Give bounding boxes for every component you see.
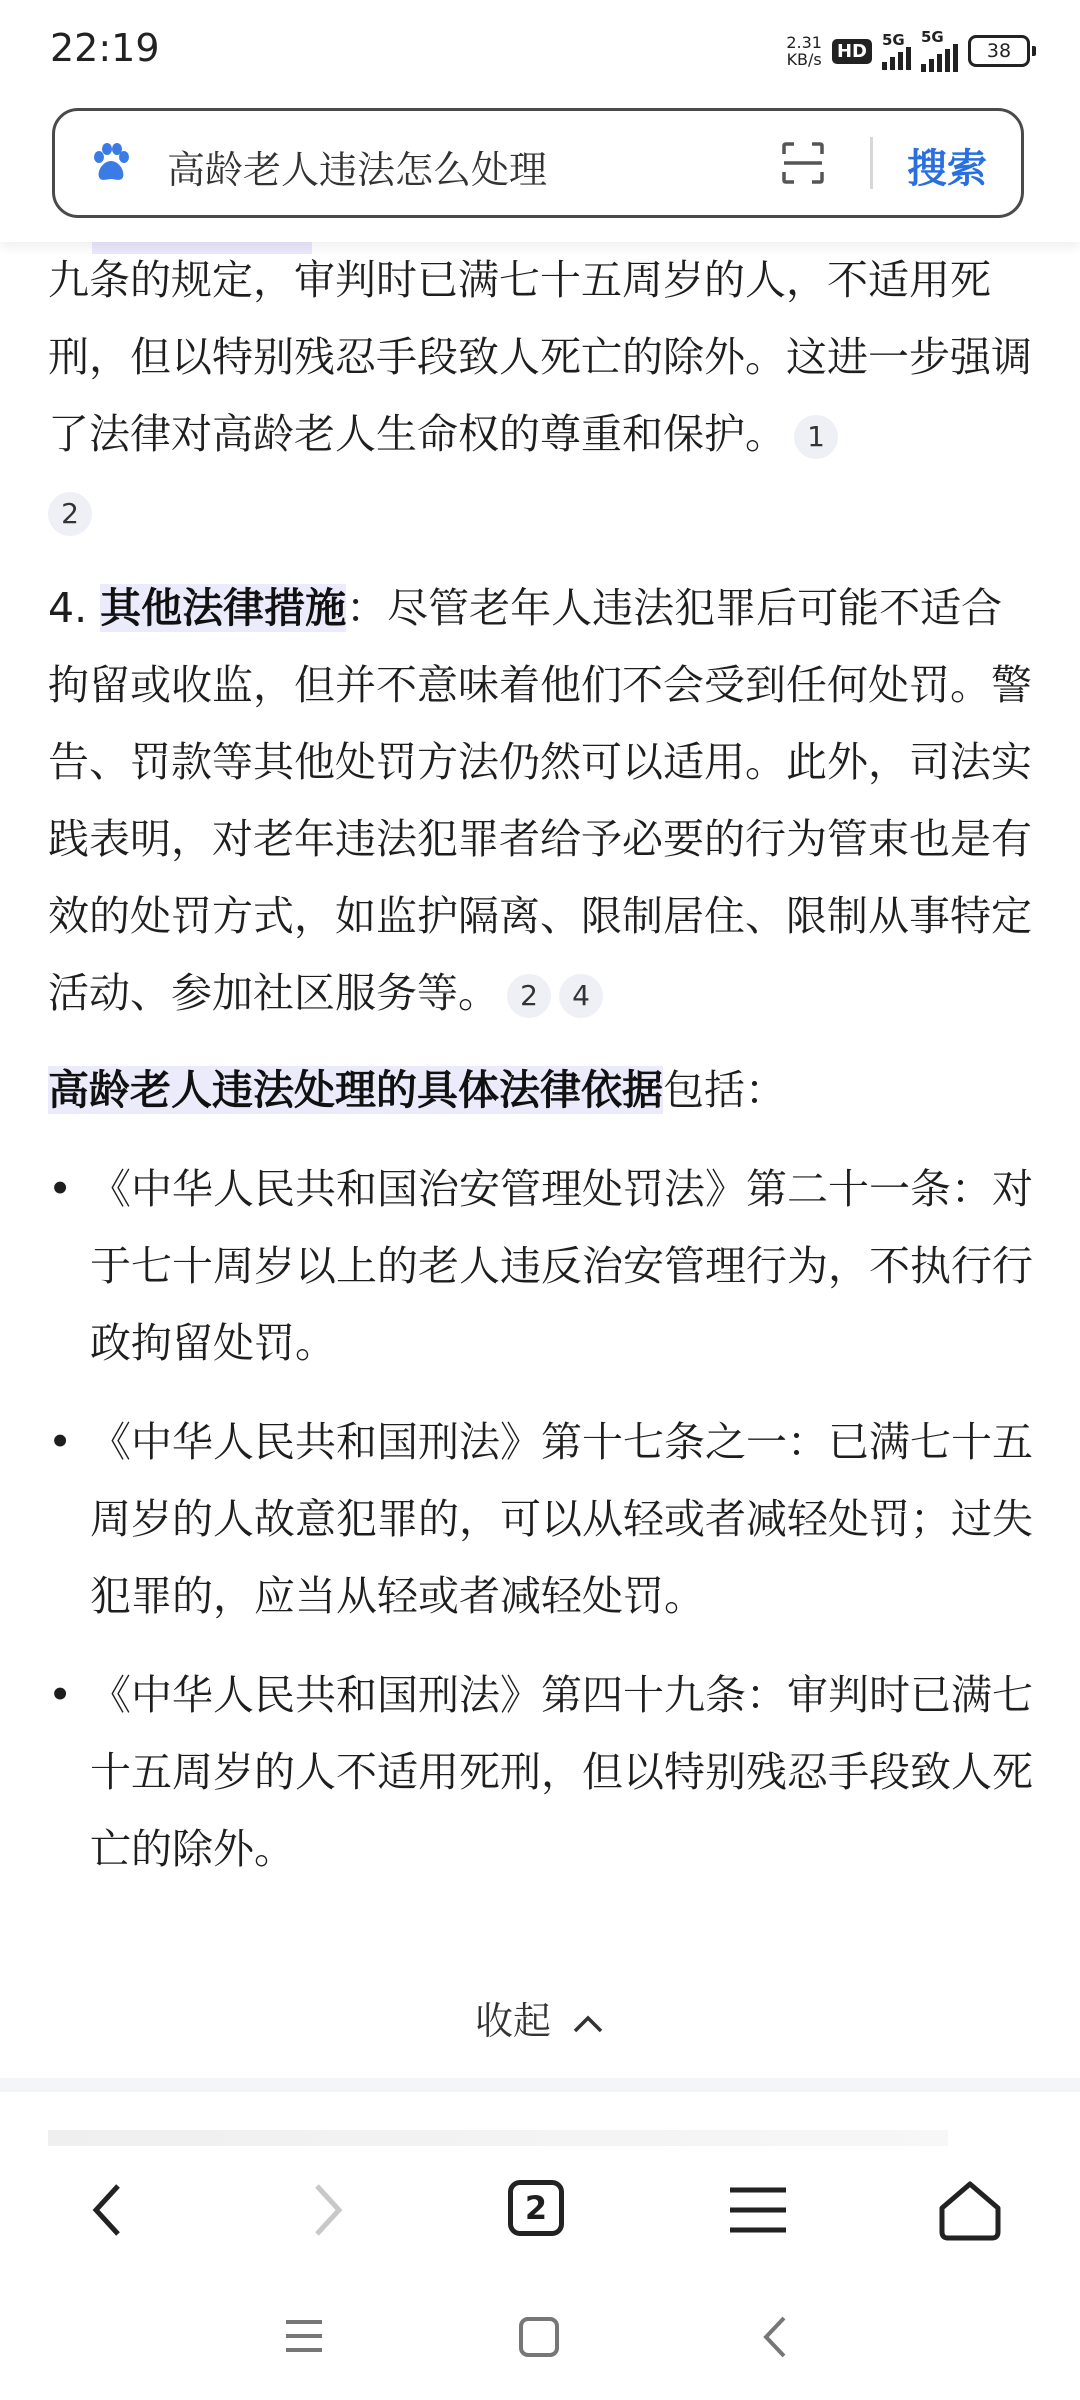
article-content (48, 242, 1038, 1888)
back-icon[interactable] (758, 2314, 792, 2360)
collapse-button[interactable] (0, 1990, 1080, 2045)
network-speed-unit: KB/s (786, 50, 822, 69)
battery-icon (968, 35, 1036, 67)
list-item (48, 1151, 1038, 1382)
chevron-right-icon[interactable] (285, 2178, 365, 2242)
paragraph-4 (48, 570, 1038, 1032)
tabs-button[interactable]: 2 (508, 2180, 564, 2236)
menu-icon[interactable] (718, 2178, 798, 2242)
search-header (0, 100, 1080, 242)
section-separator (0, 2078, 1080, 2092)
citation-badge[interactable]: 2 (48, 492, 92, 536)
chevron-up-icon (571, 2013, 605, 2035)
citation-badge[interactable]: 1 (794, 415, 838, 459)
chevron-left-icon[interactable] (70, 2178, 150, 2242)
list-item (48, 1404, 1038, 1635)
home-icon[interactable] (930, 2178, 1010, 2242)
search-divider (870, 137, 873, 189)
legal-basis-heading: 高龄老人违法处理的具体法律依据 (48, 1066, 663, 1114)
signal-icon-2 (921, 30, 958, 72)
status-time: 22:19 (50, 26, 160, 70)
citation-badge[interactable]: 2 (507, 974, 551, 1018)
hd-badge: HD (832, 39, 872, 64)
collapse-label: 收起 (474, 1999, 551, 2043)
search-input[interactable]: 高龄老人违法怎么处理 (167, 148, 548, 192)
paragraph-3 (48, 242, 1038, 550)
list-item (48, 1657, 1038, 1888)
baidu-paw-icon (89, 141, 133, 185)
network-speed-value: 2.31 (786, 33, 822, 52)
signal-label: 5G (882, 30, 905, 49)
legal-basis-suffix: 包括： (663, 1066, 786, 1114)
bullet-marker: • (48, 1671, 73, 1719)
bullet-marker: • (48, 1418, 73, 1466)
citation-badge[interactable]: 4 (559, 974, 603, 1018)
next-result-preview (48, 2130, 948, 2146)
square-icon[interactable] (518, 2316, 560, 2358)
network-speed (786, 34, 822, 68)
system-nav-bar (0, 2280, 1080, 2400)
search-box[interactable] (52, 108, 1024, 218)
status-bar (0, 0, 1080, 100)
list-item-text: 《中华人民共和国刑法》第十七条之一：已满七十五周岁的人故意犯罪的，可以从轻或者减轻处罚；过失犯罪的，应当从轻或者减轻处罚。 (90, 1418, 1033, 1620)
scan-icon[interactable] (781, 141, 825, 185)
legal-basis-intro (48, 1052, 1038, 1129)
browser-nav-bar (0, 2150, 1080, 2270)
paragraph-4-heading: 其他法律措施 (100, 584, 347, 632)
list-item-text: 《中华人民共和国治安管理处罚法》第二十一条：对于七十周岁以上的老人违反治安管理行为，不执行行政拘留处罚。 (90, 1165, 1033, 1367)
list-item-text: 《中华人民共和国刑法》第四十九条：审判时已满七十五周岁的人不适用死刑，但以特别残忍手段致人死亡的除外。 (90, 1671, 1033, 1873)
bullet-marker: • (48, 1165, 73, 1213)
recents-icon[interactable] (282, 2316, 326, 2356)
battery-level: 38 (968, 35, 1030, 67)
signal-icon (882, 30, 911, 70)
signal-label-2: 5G (921, 28, 944, 46)
paragraph-3-text: 九条的规定，审判时已满七十五周岁的人，不适用死刑，但以特别残忍手段致人死亡的除外。这进一步强调了法律对高龄老人生命权的尊重和保护。 (48, 256, 1032, 458)
paragraph-4-number: 4. (48, 584, 101, 632)
search-button[interactable]: 搜索 (907, 146, 987, 192)
status-icons (786, 30, 1036, 72)
paragraph-4-text: ：尽管老年人违法犯罪后可能不适合拘留或收监，但并不意味着他们不会受到任何处罚。警告、罚款等其他处罚方法仍然可以适用。此外，司法实践表明，对老年违法犯罪者给予必要的行为管束也是有效的处罚方式，如监护隔离、限制居住、限制从事特定活动、参加社区服务等。 (48, 584, 1032, 1017)
